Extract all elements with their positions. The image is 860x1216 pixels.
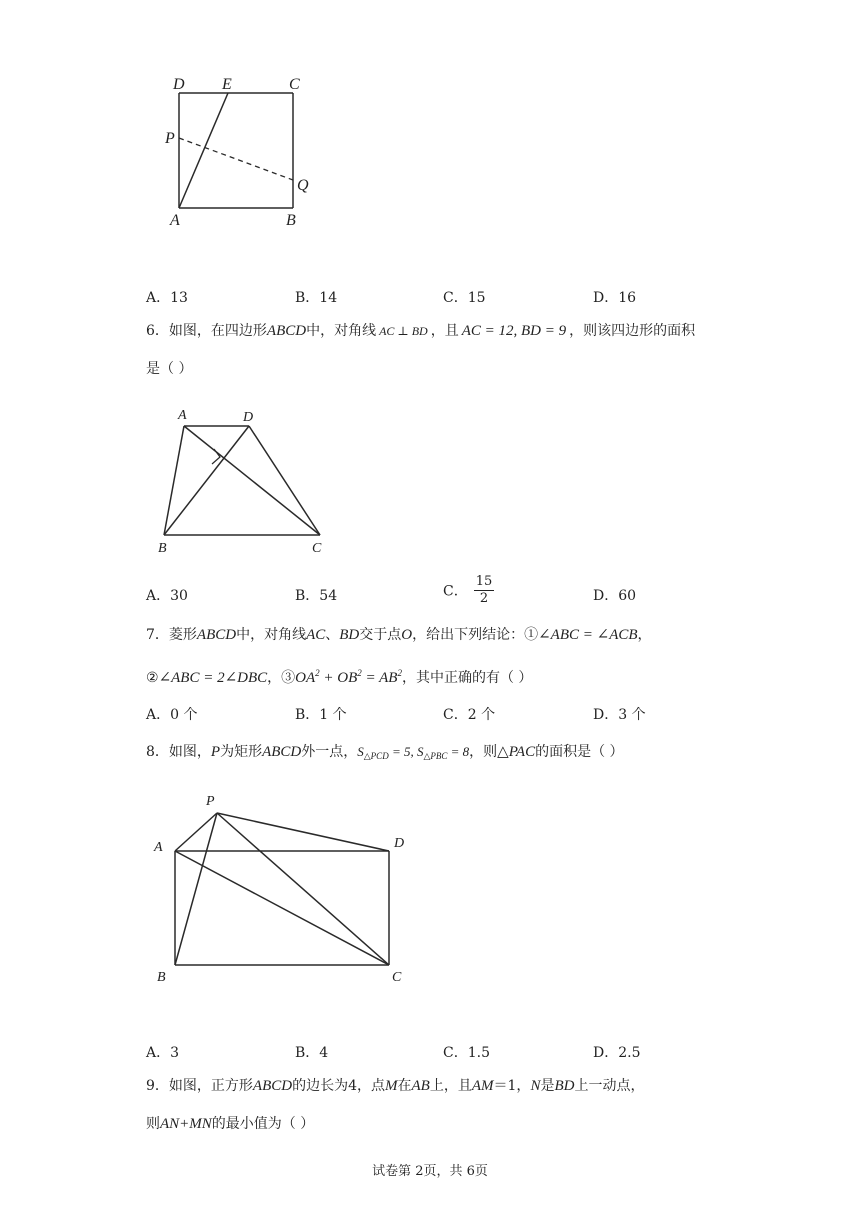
formula-part: S	[357, 744, 364, 759]
q7-circle-3: ，③	[267, 670, 296, 686]
label-d: D	[394, 836, 405, 851]
q7-text-suffix: ，其中正确的有（ ）	[401, 670, 533, 686]
q7-o: O	[401, 627, 413, 643]
q7-text: 7．菱形	[146, 627, 197, 643]
q7-option-c[interactable]: C．2 个	[443, 707, 496, 723]
q7-stem-line2	[146, 662, 532, 689]
q8-p: P	[210, 744, 221, 760]
q8-text-mid: 为矩形	[220, 744, 263, 760]
q7-option-a[interactable]: A．0 个	[146, 707, 198, 723]
q9-abcd: ABCD	[252, 1078, 293, 1094]
q6-option-d[interactable]: D．60	[593, 588, 637, 604]
label-e: E	[222, 76, 232, 93]
segment-pd	[217, 813, 389, 851]
q6-option-c-prefix: C．	[443, 583, 468, 600]
q8-text-outside: 外一点，	[301, 744, 358, 760]
label-a: A	[154, 840, 163, 855]
label-p: P	[165, 130, 175, 147]
q7-text-mid: 中，对角线	[236, 627, 307, 643]
diagonal-ac	[184, 426, 320, 535]
q8-option-d[interactable]: D．2.5	[593, 1045, 641, 1061]
segment-ae	[179, 93, 228, 208]
q8-stem	[146, 741, 624, 767]
q6-text: 6．如图，在四边形	[146, 323, 267, 339]
q9-n: N	[530, 1078, 541, 1094]
formula-part: OA	[295, 670, 316, 686]
q9-stem-line1	[146, 1075, 644, 1097]
q8-triangle: △PAC	[497, 744, 536, 760]
label-b: B	[157, 970, 166, 985]
diagonal-ac	[175, 851, 389, 965]
q5-option-d[interactable]: D．16	[593, 290, 637, 306]
q8-abcd: ABCD	[262, 744, 302, 760]
q6-values-formula: AC = 12, BD = 9	[461, 323, 567, 339]
label-d: D	[243, 410, 254, 425]
segment-ab	[164, 426, 184, 535]
q6-text-mid: 中，对角线	[306, 323, 377, 339]
q8-text: 8．如图，	[146, 744, 211, 760]
formula-part: S	[416, 744, 424, 759]
label-q: Q	[297, 177, 309, 194]
segment-dc	[249, 426, 320, 535]
label-b: B	[286, 212, 296, 229]
q6-stem-line2: 是（ ）	[146, 361, 193, 377]
q9-text-moving: 上一动点，	[574, 1078, 645, 1094]
segment-pc	[217, 813, 389, 965]
q8-option-b[interactable]: B．4	[295, 1045, 329, 1061]
figure-q5	[160, 70, 330, 230]
q5-option-b[interactable]: B．14	[295, 290, 338, 306]
label-c: C	[392, 970, 402, 985]
formula-subscript: △PCD	[363, 751, 389, 761]
formula-part: = 8	[447, 744, 470, 759]
q6-option-b[interactable]: B．54	[295, 588, 338, 604]
q6-option-a[interactable]: A．30	[146, 588, 188, 604]
segment-pb	[175, 813, 217, 965]
fraction-numerator: 15	[475, 574, 493, 589]
q6-abcd: ABCD	[266, 323, 307, 339]
formula-exponent: 2	[397, 668, 402, 678]
q6-text-and: ，且	[430, 323, 459, 339]
figure-q6	[150, 402, 350, 562]
q9-text-then: 则	[146, 1116, 160, 1132]
q6-perp-formula: AC ⊥ BD	[379, 324, 428, 338]
q6-option-c[interactable]	[443, 574, 494, 607]
formula-part: = AB	[361, 670, 398, 686]
q8-options	[146, 1042, 666, 1064]
diagonal-bd	[164, 426, 249, 535]
q7-option-b[interactable]: B．1 个	[295, 707, 347, 723]
formula-subscript: △PBC	[423, 751, 448, 761]
q7-sep: 、	[325, 627, 340, 643]
q7-stem-line1	[146, 624, 652, 646]
q7-formula-3	[295, 670, 402, 686]
q9-am: AM	[471, 1078, 494, 1094]
formula-part: = 5,	[388, 744, 417, 759]
q7-text-cross: 交于点	[359, 627, 402, 643]
q9-ab: AB	[411, 1078, 430, 1094]
label-p: P	[206, 794, 215, 809]
label-d: D	[173, 76, 185, 93]
q9-text-is: 是	[540, 1078, 555, 1094]
q9-am-value: ＝1，	[493, 1078, 531, 1094]
q8-text-then: ，则	[469, 744, 498, 760]
q8-area-formula	[357, 744, 469, 759]
q6-text-end: ，则该四边形的面积	[569, 323, 696, 339]
figure-q8	[145, 785, 425, 995]
q6-options	[146, 574, 666, 614]
q9-bd: BD	[554, 1078, 575, 1094]
formula-exponent: 2	[357, 668, 362, 678]
q7-formula-2: ∠ABC = 2∠DBC	[158, 670, 268, 686]
q9-text-on: 在	[397, 1078, 412, 1094]
page-footer: 试卷第 2页，共 6页	[372, 1164, 488, 1179]
label-a: A	[178, 408, 187, 423]
q6-option-c-fraction	[474, 574, 495, 607]
q9-text-side: 的边长为4，点	[292, 1078, 386, 1094]
q5-option-a[interactable]: A．13	[146, 290, 188, 306]
q7-circle-2: ②	[146, 670, 159, 686]
q7-ac: AC	[306, 627, 326, 643]
q8-text-suffix: 的面积是（ ）	[535, 744, 624, 760]
q6-stem-line1	[146, 320, 695, 342]
label-a: A	[170, 212, 180, 229]
label-b: B	[158, 541, 167, 556]
q7-abcd: ABCD	[196, 627, 237, 643]
q8-option-c[interactable]: C．1.5	[443, 1045, 490, 1061]
q7-option-d[interactable]: D．3 个	[593, 707, 646, 723]
q7-formula-1: ∠ABC = ∠ACB	[538, 627, 638, 643]
q7-text-given: ，给出下列结论：①	[412, 627, 539, 643]
q9-text-suffix: 的最小值为（ ）	[211, 1116, 315, 1132]
label-c: C	[289, 76, 300, 93]
q7-text-end: ，	[637, 627, 652, 643]
q9-sum: AN+MN	[160, 1116, 212, 1132]
q5-option-c[interactable]: C．15	[443, 290, 486, 306]
q9-text: 9．如图，正方形	[146, 1078, 253, 1094]
segment-pa	[175, 813, 217, 851]
q9-m: M	[385, 1078, 398, 1094]
right-angle-mark	[212, 449, 220, 464]
q5-options	[146, 287, 666, 309]
q7-options	[146, 704, 666, 726]
segment-pq-dashed	[179, 138, 293, 180]
q8-option-a[interactable]: A．3	[146, 1045, 180, 1061]
q7-bd: BD	[339, 627, 360, 643]
formula-part: + OB	[319, 670, 358, 686]
q9-stem-line2	[146, 1113, 314, 1135]
fraction-denominator: 2	[479, 591, 489, 606]
label-c: C	[312, 541, 322, 556]
q9-text-on2: 上，且	[429, 1078, 472, 1094]
formula-exponent: 2	[315, 668, 320, 678]
